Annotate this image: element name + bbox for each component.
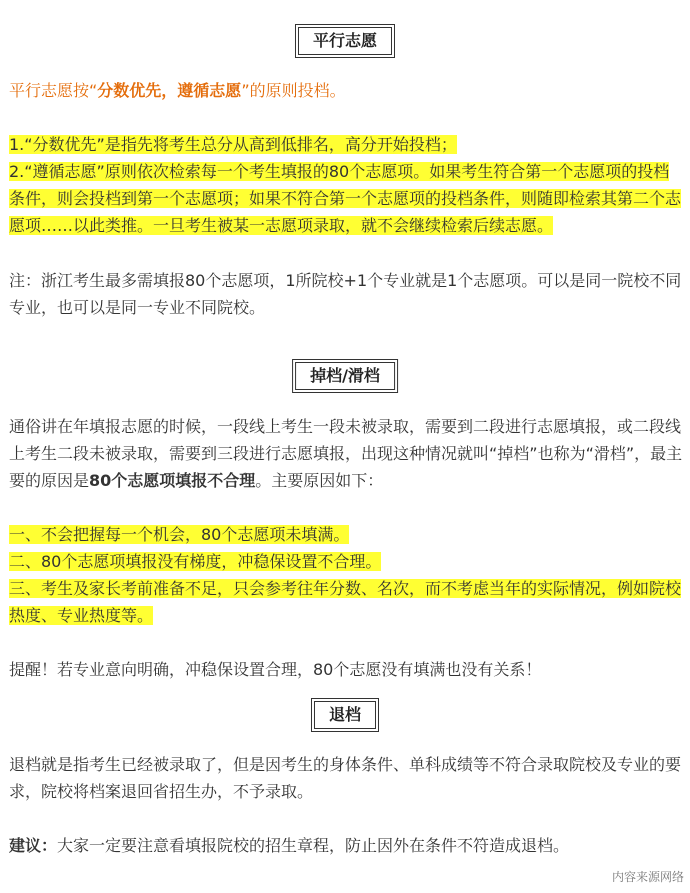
advice-paragraph [9, 832, 685, 859]
reason-3-text: 三、考生及家长考前准备不足，只会参考往年分数、名次，而不考虑当年的实际情况，例如院校热度、专业热度等。 [9, 579, 682, 625]
source-note: 内容来源网络 [611, 870, 684, 884]
reason-1-text: 一、不会把握每一个机会，80个志愿项未填满。 [9, 525, 350, 544]
section-heading-parallel [295, 24, 395, 58]
note-paragraph: 注：浙江考生最多需填报80个志愿项，1所院校+1个专业就是1个志愿项。可以是同一院校不同专业，也可以是同一专业不同院校。 [9, 271, 682, 317]
rule-1 [9, 131, 685, 158]
intro-pre: 平行志愿按“ [9, 81, 98, 100]
drop-description [9, 413, 685, 494]
reason-2 [9, 548, 685, 575]
reminder-paragraph: 提醒！若专业意向明确，冲稳保设置合理，80个志愿没有填满也没有关系！ [9, 660, 542, 679]
section-heading-withdraw [311, 698, 379, 732]
section-heading-drop [292, 359, 398, 393]
intro-emphasis: 分数优先，遵循志愿 [97, 81, 242, 100]
intro-paragraph [9, 77, 685, 104]
advice-text: 大家一定要注意看填报院校的招生章程，防止因外在条件不符造成退档。 [57, 836, 570, 855]
rule-2 [9, 158, 685, 239]
reason-3 [9, 575, 685, 629]
drop-desc-pre: 通俗讲在年填报志愿的时候，一段线上考生一段未被录取，需要到二段进行志愿填报，或二段线上考生二段未被录取，需要到三段进行志愿填报，出现这种情况就叫“掉档”也称为“滑档”，最主要的原因是 [9, 417, 683, 490]
reason-1 [9, 521, 685, 548]
drop-desc-post: 。主要原因如下： [255, 471, 384, 490]
section-heading-label: 平行志愿 [298, 27, 392, 55]
withdraw-description: 退档就是指考生已经被录取了，但是因考生的身体条件、单科成绩等不符合录取院校及专业的要求，院校将档案退回省招生办，不予录取。 [9, 755, 682, 801]
reason-2-text: 二、80个志愿项填报没有梯度，冲稳保设置不合理。 [9, 552, 382, 571]
section-heading-label: 退档 [314, 701, 376, 729]
rule-1-text: 1.“分数优先”是指先将考生总分从高到低排名，高分开始投档； [9, 135, 457, 154]
rule-2-text: 2.“遵循志愿”原则依次检索每一个考生填报的80个志愿项。如果考生符合第一个志愿项的投档条件，则会投档到第一个志愿项；如果不符合第一个志愿项的投档条件，则随即检索其第二个志愿项……以此类推。一旦考生被某一志愿项录取，就不会继续检索后续志愿。 [9, 162, 682, 235]
drop-desc-bold: 80个志愿项填报不合理 [89, 471, 256, 490]
section-heading-label: 掉档/滑档 [295, 362, 395, 390]
advice-label: 建议： [9, 836, 58, 855]
intro-post: ”的原则投档。 [241, 81, 346, 100]
